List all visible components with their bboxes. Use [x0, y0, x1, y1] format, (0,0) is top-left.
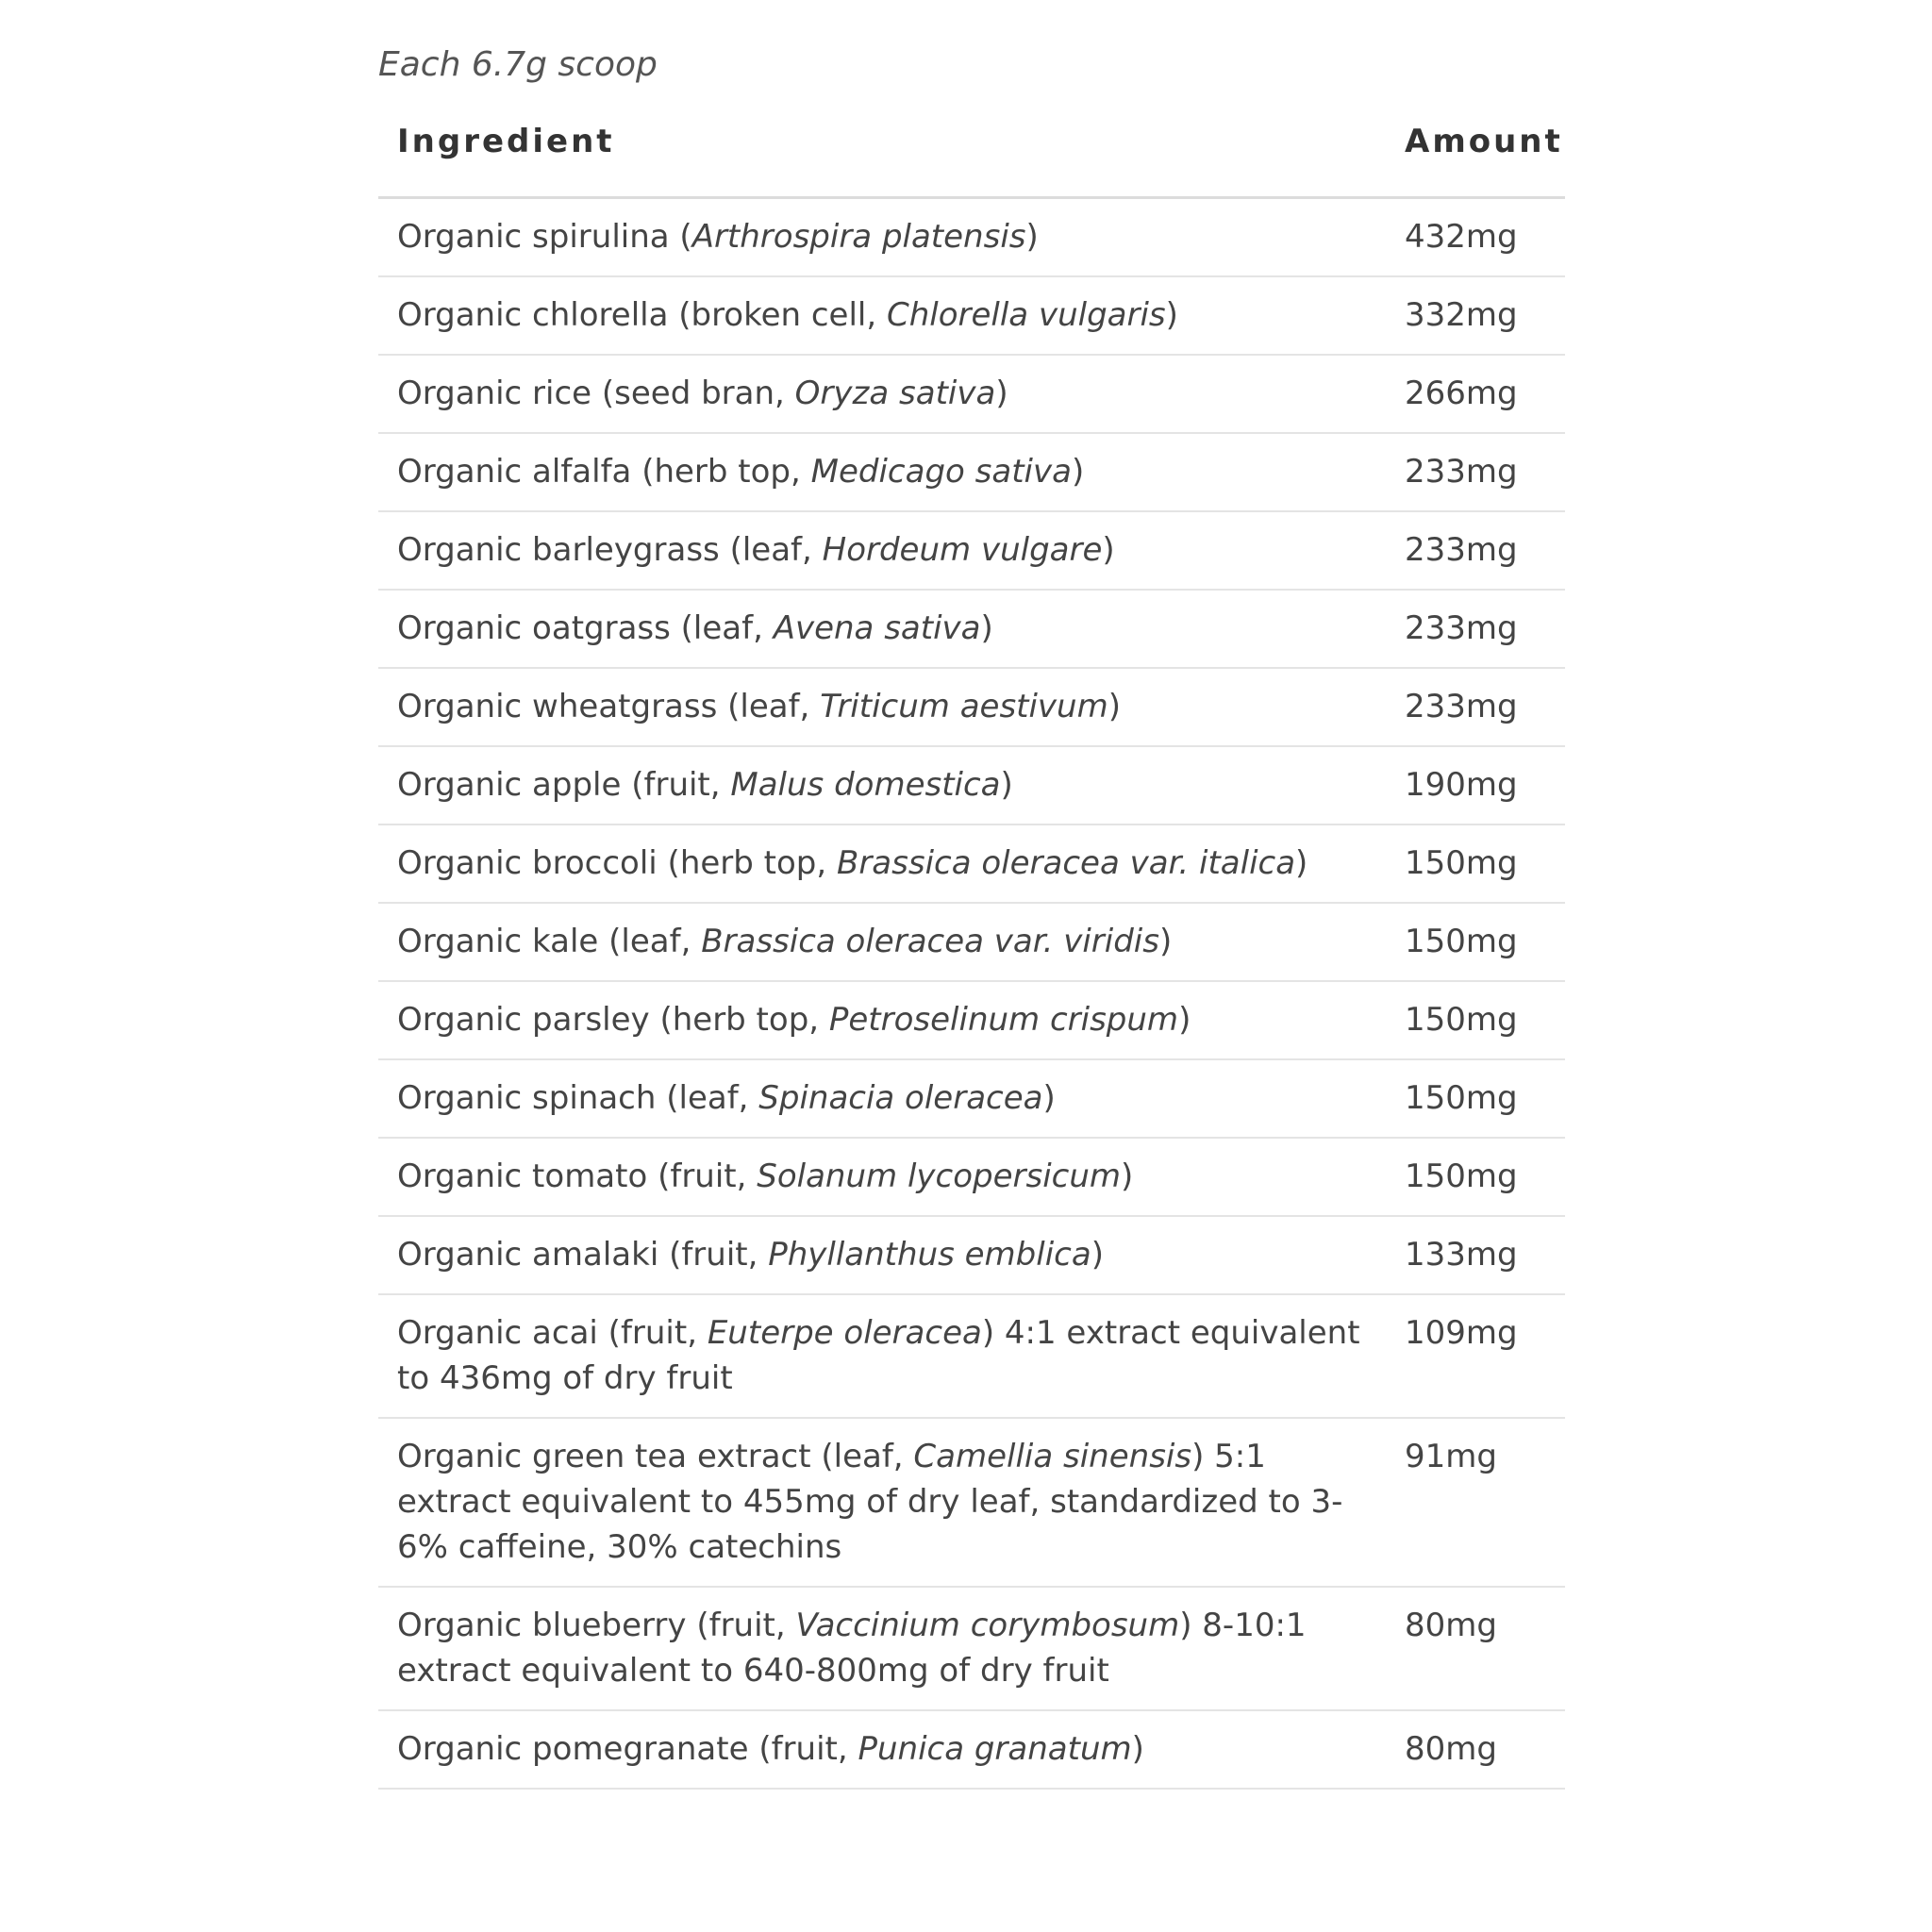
amount-cell: 150mg: [1386, 1059, 1565, 1138]
ingredient-text: Organic apple (fruit,: [397, 765, 731, 804]
ingredient-text: Organic rice (seed bran,: [397, 374, 795, 412]
table-row: [378, 1418, 1565, 1587]
ingredient-cell: [378, 668, 1386, 746]
table-row: [378, 1294, 1565, 1418]
table-row: [378, 355, 1565, 433]
latin-name: Euterpe oleracea: [707, 1313, 982, 1352]
amount-cell: 432mg: [1386, 197, 1565, 276]
latin-name: Triticum aestivum: [820, 687, 1108, 725]
amount-cell: 80mg: [1386, 1710, 1565, 1789]
table-body: [378, 197, 1565, 1789]
ingredients-table: [378, 87, 1565, 1790]
ingredient-text: Organic alfalfa (herb top,: [397, 452, 811, 491]
ingredient-text: Organic amalaki (fruit,: [397, 1235, 769, 1274]
table-row: [378, 903, 1565, 981]
ingredient-text: Organic oatgrass (leaf,: [397, 608, 774, 647]
ingredient-text: Organic green tea extract (leaf,: [397, 1437, 914, 1475]
amount-column-header: Amount: [1386, 87, 1565, 197]
latin-name: Hordeum vulgare: [822, 530, 1103, 569]
ingredient-detail: ): [1158, 922, 1173, 960]
ingredient-text: Organic barleygrass (leaf,: [397, 530, 823, 569]
table-row: [378, 276, 1565, 355]
ingredient-text: Organic acai (fruit,: [397, 1313, 708, 1352]
ingredient-detail: ): [1131, 1729, 1144, 1768]
ingredient-cell: [378, 1059, 1386, 1138]
ingredient-text: Organic pomegranate (fruit,: [397, 1729, 858, 1768]
table-row: [378, 981, 1565, 1059]
ingredient-detail: ): [980, 608, 993, 647]
ingredient-cell: [378, 1138, 1386, 1216]
ingredient-text: Organic chlorella (broken cell,: [397, 295, 887, 334]
table-row: [378, 1710, 1565, 1789]
ingredient-cell: [378, 197, 1386, 276]
latin-name: Vaccinium corymbosum: [795, 1606, 1180, 1644]
ingredient-cell: [378, 1216, 1386, 1294]
ingredient-cell: [378, 981, 1386, 1059]
ingredient-cell: [378, 1710, 1386, 1789]
latin-name: Avena sativa: [773, 608, 981, 647]
amount-cell: 150mg: [1386, 824, 1565, 903]
amount-cell: 150mg: [1386, 981, 1565, 1059]
table-row: [378, 668, 1565, 746]
amount-cell: 109mg: [1386, 1294, 1565, 1418]
ingredient-detail: ): [1102, 530, 1115, 569]
latin-name: Medicago sativa: [810, 452, 1072, 491]
latin-name: Solanum lycopersicum: [757, 1157, 1122, 1195]
ingredient-detail: ): [1042, 1078, 1056, 1117]
ingredient-text: Organic spinach (leaf,: [397, 1078, 759, 1117]
serving-note: Each 6.7g scoop: [378, 45, 658, 84]
ingredient-detail: ) 4:1 extract equivalent to 436mg of dry fruit: [397, 1313, 1360, 1397]
table-row: [378, 1587, 1565, 1710]
amount-cell: 91mg: [1386, 1418, 1565, 1587]
ingredient-detail: ): [1108, 687, 1121, 725]
ingredient-cell: [378, 903, 1386, 981]
amount-cell: 150mg: [1386, 903, 1565, 981]
ingredient-cell: [378, 355, 1386, 433]
ingredient-text: Organic kale (leaf,: [397, 922, 702, 960]
supplement-facts: [378, 0, 1565, 1790]
ingredient-cell: [378, 276, 1386, 355]
ingredient-detail: ) 5:1 extract equivalent to 455mg of dry leaf, standardized to 3-6% caffeine, 30% catechins: [397, 1437, 1343, 1566]
latin-name: Camellia sinensis: [913, 1437, 1192, 1475]
ingredient-column-header: Ingredient: [378, 87, 1386, 197]
table-row: [378, 433, 1565, 511]
ingredient-detail: ) 8-10:1 extract equivalent to 640-800mg of dry fruit: [397, 1606, 1307, 1690]
amount-cell: 332mg: [1386, 276, 1565, 355]
ingredient-cell: [378, 1587, 1386, 1710]
ingredient-detail: ): [1000, 765, 1013, 804]
ingredient-cell: [378, 511, 1386, 590]
latin-name: Punica granatum: [858, 1729, 1132, 1768]
ingredient-text: Organic broccoli (herb top,: [397, 843, 837, 882]
ingredient-detail: ): [1295, 843, 1308, 882]
table-row: [378, 1059, 1565, 1138]
amount-cell: 150mg: [1386, 1138, 1565, 1216]
latin-name: Brassica oleracea var. italica: [837, 843, 1296, 882]
ingredient-text: Organic tomato (fruit,: [397, 1157, 758, 1195]
table-row: [378, 824, 1565, 903]
amount-cell: 233mg: [1386, 511, 1565, 590]
table-row: [378, 511, 1565, 590]
latin-name: Phyllanthus emblica: [768, 1235, 1091, 1274]
amount-cell: 266mg: [1386, 355, 1565, 433]
latin-name: Oryza sativa: [794, 374, 996, 412]
header-row: [378, 87, 1565, 197]
ingredient-text: Organic spirulina (: [397, 217, 692, 256]
ingredient-detail: ): [1091, 1235, 1104, 1274]
ingredient-cell: [378, 1294, 1386, 1418]
ingredient-cell: [378, 590, 1386, 668]
table-row: [378, 1216, 1565, 1294]
ingredient-text: Organic wheatgrass (leaf,: [397, 687, 821, 725]
latin-name: Spinacia oleracea: [758, 1078, 1043, 1117]
table-row: [378, 1138, 1565, 1216]
latin-name: Chlorella vulgaris: [886, 295, 1166, 334]
ingredient-detail: ): [1025, 217, 1039, 256]
latin-name: Petroselinum crispum: [828, 1000, 1179, 1039]
amount-cell: 233mg: [1386, 433, 1565, 511]
ingredient-text: Organic parsley (herb top,: [397, 1000, 829, 1039]
amount-cell: 80mg: [1386, 1587, 1565, 1710]
ingredient-detail: ): [1178, 1000, 1191, 1039]
ingredient-cell: [378, 746, 1386, 824]
ingredient-cell: [378, 824, 1386, 903]
latin-name: Malus domestica: [730, 765, 1001, 804]
amount-cell: 190mg: [1386, 746, 1565, 824]
amount-cell: 233mg: [1386, 590, 1565, 668]
table-row: [378, 197, 1565, 276]
table-header: [378, 87, 1565, 197]
amount-cell: 133mg: [1386, 1216, 1565, 1294]
ingredient-text: Organic blueberry (fruit,: [397, 1606, 796, 1644]
ingredient-detail: ): [1165, 295, 1178, 334]
ingredient-cell: [378, 1418, 1386, 1587]
latin-name: Arthrospira platensis: [691, 217, 1026, 256]
table-row: [378, 746, 1565, 824]
ingredient-detail: ): [995, 374, 1008, 412]
latin-name: Brassica oleracea var. viridis: [701, 922, 1159, 960]
ingredient-cell: [378, 433, 1386, 511]
ingredient-detail: ): [1121, 1157, 1134, 1195]
table-row: [378, 590, 1565, 668]
ingredient-detail: ): [1071, 452, 1085, 491]
amount-cell: 233mg: [1386, 668, 1565, 746]
